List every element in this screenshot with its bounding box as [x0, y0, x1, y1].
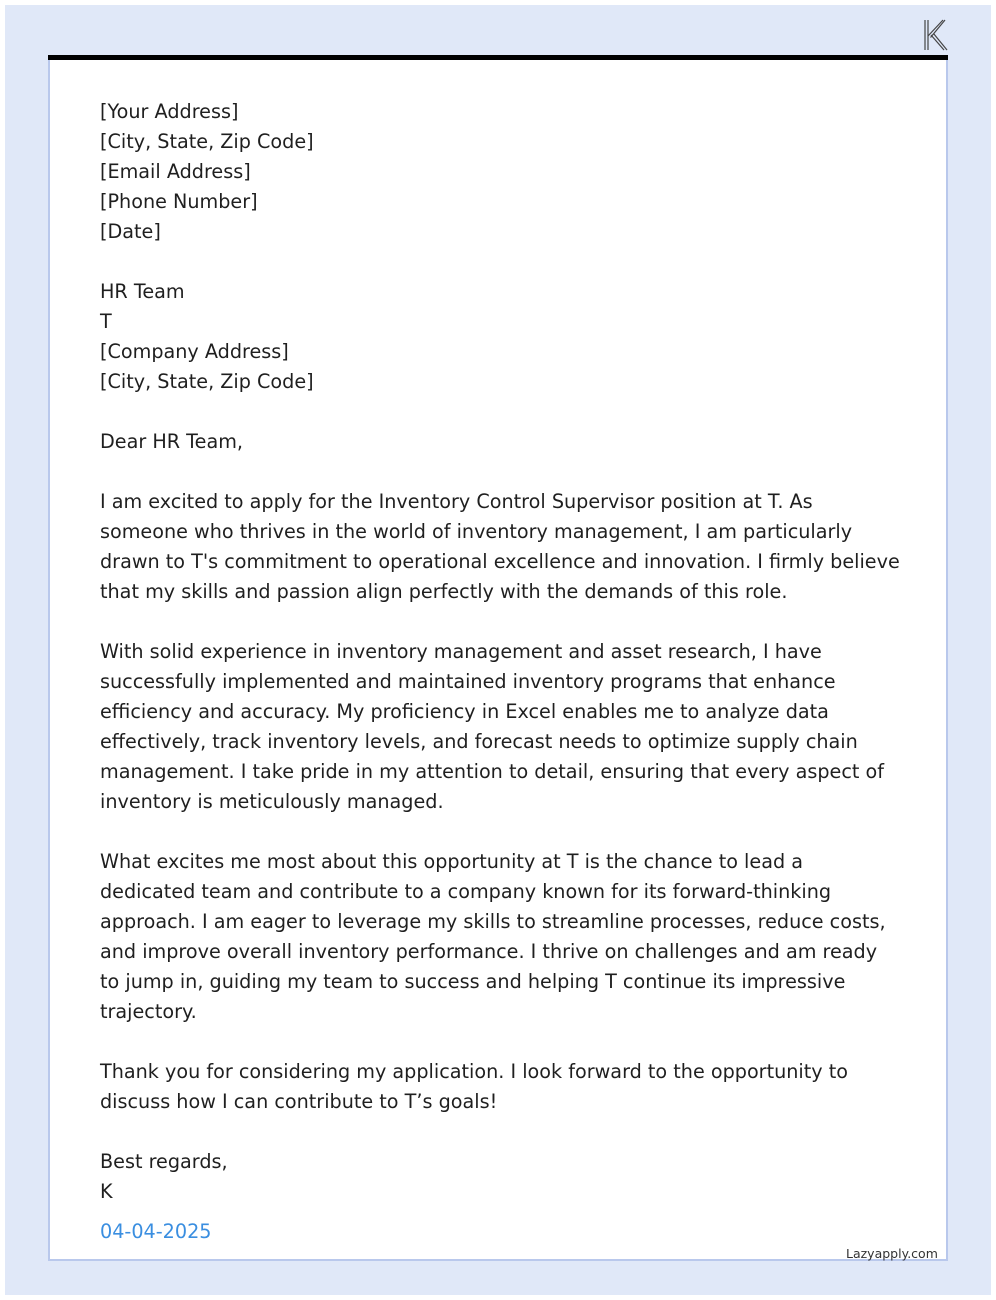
sender-date: [Date] [100, 220, 161, 243]
sender-address: [Your Address] [100, 100, 239, 123]
signature: K [100, 1180, 113, 1203]
letter-body [100, 97, 900, 1247]
recipient-company: T [100, 310, 112, 333]
body-paragraph-2: With solid experience in inventory management and asset research, I have successfully implemented and maintained inventory programs that enhance efficiency and accuracy. My proficiency in Excel enables me to analyze data effectively, track inventory levels, and forecast needs to optimize supply chain management. I take pride in my attention to detail, ensuring that every aspect of inventory is meticulously managed. [100, 640, 884, 813]
recipient-address: [Company Address] [100, 340, 289, 363]
body-paragraph-4: Thank you for considering my application. I look forward to the opportunity to discuss how I can contribute to T’s goals! [100, 1060, 848, 1113]
sender-phone: [Phone Number] [100, 190, 258, 213]
sender-city-state-zip: [City, State, Zip Code] [100, 130, 314, 153]
recipient-name: HR Team [100, 280, 185, 303]
body-paragraph-3: What excites me most about this opportunity at T is the chance to lead a dedicated team and contribute to a company known for its forward-thinking approach. I am eager to leverage my skills to streamline processes, reduce costs, and improve overall inventory performance. I thrive on challenges and am ready to jump in, guiding my team to success and helping T continue its impressive trajectory. [100, 850, 886, 1023]
recipient-city-state-zip: [City, State, Zip Code] [100, 370, 314, 393]
sender-block [100, 97, 900, 247]
signoff-block [100, 1147, 900, 1247]
closing: Best regards, [100, 1150, 228, 1173]
footer-brand: Lazyapply.com [846, 1246, 938, 1261]
body-paragraph-1: I am excited to apply for the Inventory Control Supervisor position at T. As someone who thrives in the world of inventory management, I am particularly drawn to T's commitment to operational excellence and innovation. I firmly believe that my skills and passion align perfectly with the demands of this role. [100, 490, 900, 603]
recipient-block [100, 277, 900, 397]
salutation: Dear HR Team, [100, 430, 243, 453]
date-stamp: 04-04-2025 [100, 1220, 212, 1243]
sender-email: [Email Address] [100, 160, 251, 183]
brand-monogram-logo [920, 16, 950, 54]
header-rule [48, 55, 948, 60]
